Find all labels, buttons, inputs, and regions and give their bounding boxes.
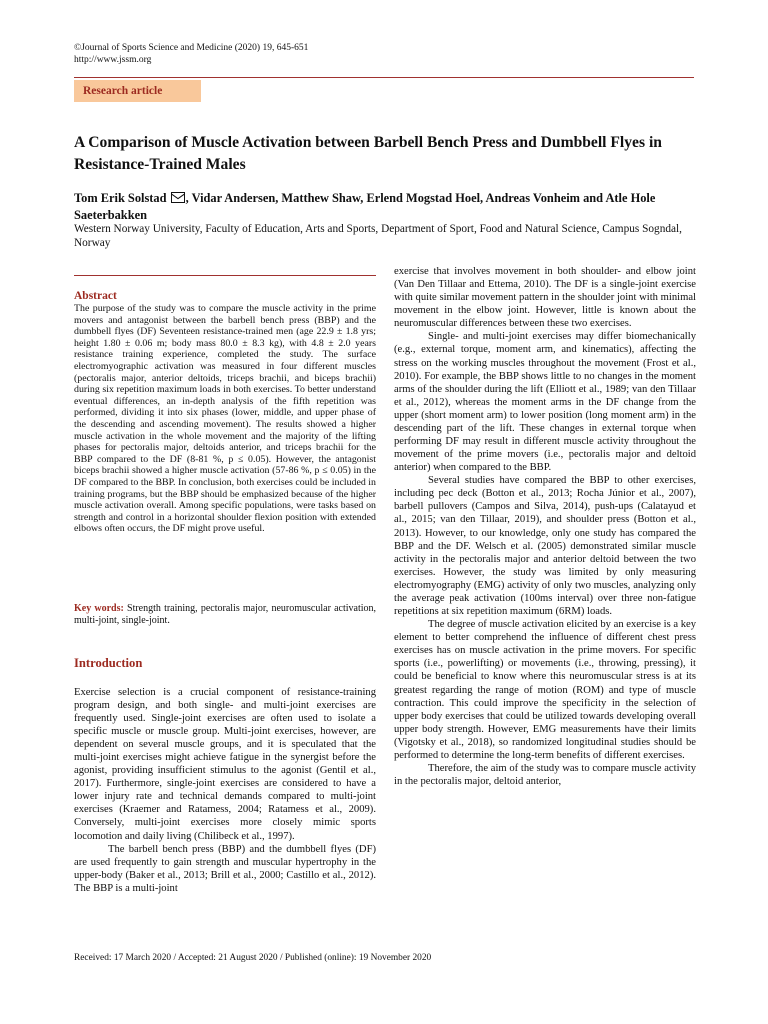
abstract-text: The purpose of the study was to compare the muscle activity in the prime movers and antagonist between the barbell bench press (BBP) and the dumbbell flyes (DF) Seventeen resistance-trained men (age 22.9 ± 1.8 yrs; height 1.80 ± 0.06 m; body mass 80.0 ± 8.3 kg), with 4.8 ± 2.0 years resistance training experience, completed the study. The surface electromyographic activation was measured in four different muscles (pectoralis major, anterior deltoids, triceps brachii, and biceps brachii) during six repetition maximum loads in both exercises. To better understand eventual differences, an in-depth analysis of the fifth repetition was performed, dividing it into six phases (lower, middle, and upper phase of the descending and ascending movement). The results showed a higher muscle activation in the whole movement and the majority of the lifting phases for pectoralis major, deltoids anterior, and triceps brachii for the BBP compared to the DF (8-81 %, p ≤ 0.05). However, the antagonist biceps brachii showed a higher muscle activation (57-86 %, p ≤ 0.05) in the DF compared to the BBP. In conclusion, both exercises could be included in training programs, but the BBP should be emphasized because of the higher muscle activation overall. Among specific populations, were tasks based on strength and control in a horizontal shoulder flexion position with extended elbows often occurs, the DF might prove useful. <box>74 303 376 535</box>
article-type-badge: Research article <box>74 80 201 102</box>
keywords <box>74 603 376 627</box>
abstract-divider <box>74 275 376 276</box>
right-column-body <box>394 265 696 788</box>
header-divider <box>74 77 694 78</box>
paragraph: Therefore, the aim of the study was to compare muscle activity in the pectoralis major, deltoid anterior, <box>394 762 696 788</box>
paragraph: Exercise selection is a crucial component of resistance-training program design, and both single- and multi-joint exercises are frequently used. Single-joint exercises are often used to isolate a specific muscle or muscle group. Multi-joint exercises, however, are dependent on several muscle groups, and it is speculated that the multi-joint exercises might achieve fatigue in the synergist before the agonist, providing insufficient stimulus to the agonist (Gentil et al., 2017). Furthermore, single-joint exercises are considered to have a lower injury rate and technical demands compared to multi-joint exercises (Kraemer and Ratamess, 2004; Ratamess et al., 2009). Conversely, multi-joint exercises more closely mimic sports locomotion and daily living (Chilibeck et al., 1997). <box>74 687 376 842</box>
publication-dates: Received: 17 March 2020 / Accepted: 21 August 2020 / Published (online): 19 November 2020 <box>74 953 432 963</box>
abstract-heading: Abstract <box>74 290 117 302</box>
corresponding-author: Tom Erik Solstad <box>74 191 167 205</box>
keywords-text: Strength training, pectoralis major, neuromuscular activation, multi-joint, single-joint. <box>74 603 377 626</box>
keywords-label: Key words: <box>74 603 124 614</box>
paper-title: A Comparison of Muscle Activation between Barbell Bench Press and Dumbbell Flyes in Resistance-Trained Males <box>74 134 662 173</box>
co-authors: , Vidar Andersen, Matthew Shaw, Erlend Mogstad Hoel, Andreas Vonheim and Atle Hole Saeterbakken <box>74 191 656 222</box>
journal-citation: ©Journal of Sports Science and Medicine (2020) 19, 645-651 <box>74 43 309 53</box>
introduction-body <box>74 686 376 895</box>
paragraph: Single- and multi-joint exercises may differ biomechanically (e.g., external torque, moment arm, and kinematics), affecting the stress on the working muscles throughout the movement (Frost et al., 2010). For example, the BBP shows little to no changes in the moment arms of the shoulder during the lift (Elliott et al., 1989; van den Tillaar et al., 2012), whereas the moment arms in the DF change from the upper (short moment arm) to lower position (long moment arm) in the descending part of the lift. These changes in external torque when performing DF may result in different muscle activity throughout the movement of the prime movers (i.e., pectoralis major and deltoid anterior) when compared to the BBP. <box>394 331 696 474</box>
affiliation: Western Norway University, Faculty of Education, Arts and Sports, Department of Sport, Food and Natural Science, Campus Sogndal, Norway <box>74 223 682 249</box>
author-list <box>74 190 699 224</box>
journal-url-link[interactable]: http://www.jssm.org <box>74 55 152 65</box>
introduction-heading: Introduction <box>74 656 143 670</box>
paragraph: Several studies have compared the BBP to other exercises, including pec deck (Botton et al., 2013; Rocha Júnior et al., 2007), barbell pullovers (Campos and Silva, 2014), push-ups (Calatayud et al., 2015; van den Tillaar, 2019), and shoulder press (Botton et al., 2013). However, to our knowledge, only one study has compared the BBP and the DF. Welsch et al. (2005) demonstrated similar muscle activity in the pectoralis major and anterior deltoid between the two exercises. However, the study was limited by only measuring electromyography (EMG) activity of only two muscles, analyzing only the average peak activation (100ms interval) over three non-fatigue repetitions at six repetition maximum (6RM) loads. <box>394 475 696 618</box>
paragraph: The degree of muscle activation elicited by an exercise is a key element to better comprehend the influence of different chest press exercises has on muscle activation in the prime movers. For specific sports (i.e., powerlifting) or movements (i.e., throwing, pressing), it could be beneficial to know where this neuromuscular stress is at its greatest regarding the range of motion (ROM) and type of muscle contraction. This could improve the specificity in the selection of upper body exercises that could be utilized towards developing overall upper body strength. However, EMG measurements have their limits (Vigotsky et al., 2018), so randomized longitudinal studies should be performed to determine the long-term benefits of different exercises. <box>394 619 696 761</box>
paragraph: exercise that involves movement in both shoulder- and elbow joint (Van Den Tillaar and Ettema, 2010). The DF is a single-joint exercise with quite similar movement pattern in the shoulder joint with minimal movement in the elbow joint. However, little is known about the neuromuscular differences between these two exercises. <box>394 266 696 330</box>
envelope-icon[interactable] <box>171 192 185 203</box>
paragraph: The barbell bench press (BBP) and the dumbbell flyes (DF) are used frequently to gain strength and muscular hypertrophy in the upper-body (Baker et al., 2013; Brill et al., 2000; Castillo et al., 2012). The BBP is a multi-joint <box>74 843 376 894</box>
